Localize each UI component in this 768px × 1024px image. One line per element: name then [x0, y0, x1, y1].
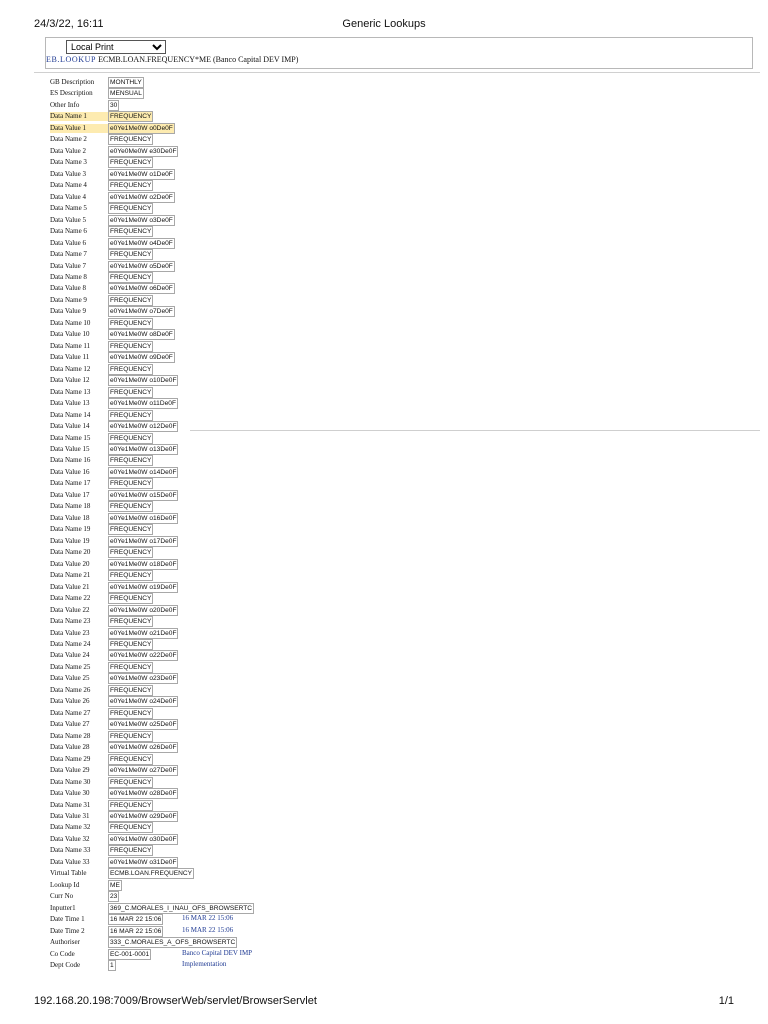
field-enrichment: 16 MAR 22 15:06 — [182, 925, 234, 934]
field-value: FREQUENCY — [110, 159, 152, 167]
field-value: e0Ye1Me0W o30De0F — [110, 835, 177, 843]
divider — [34, 72, 760, 73]
field-value: FREQUENCY — [110, 732, 152, 740]
field-label: Data Value 12 — [50, 376, 90, 385]
field-enrichment: Implementation — [182, 960, 227, 969]
field-label: Data Value 1 — [50, 124, 110, 133]
field-value: FREQUENCY — [110, 365, 152, 373]
field-value: e0Ye1Me0W o16De0F — [110, 514, 177, 522]
field-value: e0Ye1Me0W o22De0F — [110, 652, 177, 660]
field-label: Data Value 11 — [50, 353, 90, 362]
field-label: Dept Code — [50, 961, 81, 970]
field-value: e0Ye1Me0W o31De0F — [110, 858, 177, 866]
field-value: MONTHLY — [110, 79, 142, 86]
field-label: Data Name 13 — [50, 387, 91, 396]
divider — [190, 430, 760, 431]
field-label: Virtual Table — [50, 869, 87, 878]
field-label: Lookup Id — [50, 880, 80, 889]
field-label: Data Value 29 — [50, 766, 90, 775]
record-identifier — [46, 55, 298, 64]
field-label: Data Name 11 — [50, 341, 91, 350]
field-label: Data Value 33 — [50, 857, 90, 866]
field-value: e0Ye1Me0W o1De0F — [110, 170, 173, 178]
field-value: FREQUENCY — [110, 457, 152, 465]
field-label: Data Name 1 — [50, 112, 110, 121]
field-label: Data Value 5 — [50, 215, 87, 224]
field-label: Data Value 23 — [50, 628, 90, 637]
print-mode-select[interactable] — [66, 40, 166, 54]
field-label: Data Name 21 — [50, 571, 91, 580]
field-label: Data Value 14 — [50, 422, 90, 431]
field-label: ES Description — [50, 89, 93, 98]
field-label: Other Info — [50, 100, 80, 109]
field-value: e0Ye1Me0W o29De0F — [110, 813, 177, 820]
field-value: FREQUENCY — [110, 296, 152, 304]
field-label: Data Name 15 — [50, 433, 91, 442]
field-value: e0Ye1Me0W o12De0F — [110, 423, 177, 431]
lookup-application-link[interactable]: EB.LOOKUP — [46, 55, 97, 64]
field-label: Data Name 32 — [50, 823, 91, 832]
page-number: 1/1 — [718, 995, 734, 1007]
field-label: Data Name 25 — [50, 662, 91, 671]
field-value: FREQUENCY — [110, 480, 152, 488]
field-value: e0Ye1Me0W o28De0F — [110, 790, 177, 798]
field-label: Data Value 27 — [50, 720, 90, 729]
field-label: Data Name 16 — [50, 456, 91, 465]
field-label: Data Value 31 — [50, 812, 90, 820]
field-value: FREQUENCY — [110, 251, 152, 259]
field-label: Data Name 5 — [50, 204, 87, 213]
field-label: Data Name 26 — [50, 685, 91, 694]
field-value: FREQUENCY — [110, 572, 152, 580]
field-value: FREQUENCY — [110, 663, 152, 671]
field-label: Data Value 20 — [50, 559, 90, 568]
field-label: Data Name 31 — [50, 800, 91, 809]
field-label: Data Name 22 — [50, 594, 91, 603]
field-value: FREQUENCY — [110, 319, 152, 327]
field-value: ME — [110, 881, 120, 889]
field-value: 30 — [110, 101, 118, 109]
field-value: FREQUENCY — [110, 113, 152, 121]
field-label: Data Name 4 — [50, 181, 87, 190]
field-value: 16 MAR 22 15:06 — [110, 927, 162, 935]
field-value: FREQUENCY — [110, 709, 152, 717]
field-value: FREQUENCY — [110, 755, 152, 763]
field-value: FREQUENCY — [110, 778, 152, 786]
field-value: e0Ye1Me0W o0De0F — [110, 124, 173, 132]
field-label: Inputter1 — [50, 903, 76, 912]
field-value: FREQUENCY — [110, 549, 152, 557]
field-label: Data Name 30 — [50, 777, 91, 786]
field-label: Data Value 10 — [50, 330, 90, 339]
field-label: Authoriser — [50, 938, 80, 947]
page-url: 192.168.20.198:7009/BrowserWeb/servlet/BrowserServlet — [34, 995, 317, 1007]
field-label: Co Code — [50, 949, 75, 958]
field-value: e0Ye1Me0W o24De0F — [110, 698, 177, 706]
field-value: e0Ye1Me0W o25De0F — [110, 721, 177, 729]
company-name: (Banco Capital DEV IMP) — [212, 55, 299, 64]
field-value: FREQUENCY — [110, 273, 152, 281]
field-label: GB Description — [50, 78, 95, 86]
field-label: Data Name 2 — [50, 135, 87, 144]
field-label: Data Name 24 — [50, 639, 91, 648]
field-value: e0Ye1Me0W o8De0F — [110, 331, 173, 339]
field-label: Data Value 13 — [50, 399, 90, 408]
field-label: Data Name 9 — [50, 295, 87, 304]
field-label: Data Name 8 — [50, 272, 87, 281]
field-value: FREQUENCY — [110, 205, 152, 213]
field-value: e0Ye1Me0W o4De0F — [110, 239, 173, 247]
field-label: Data Value 26 — [50, 697, 90, 706]
field-value: 369_C.MORALES_I_INAU_OFS_BROWSERTC — [110, 904, 253, 912]
lookup-toolbar — [45, 37, 753, 69]
field-label: Data Name 28 — [50, 731, 91, 740]
field-value: FREQUENCY — [110, 503, 152, 511]
field-value: FREQUENCY — [110, 595, 152, 603]
field-value: FREQUENCY — [110, 342, 152, 350]
field-value: FREQUENCY — [110, 434, 152, 442]
field-label: Data Name 33 — [50, 846, 91, 855]
field-value: e0Ye1Me0W o26De0F — [110, 744, 177, 752]
field-label: Data Value 4 — [50, 192, 87, 201]
field-value: FREQUENCY — [110, 228, 152, 236]
field-value: EC-001-0001 — [110, 950, 150, 958]
field-value: e0Ye1Me0W o3De0F — [110, 216, 173, 224]
field-value: FREQUENCY — [110, 388, 152, 396]
field-label: Data Name 19 — [50, 525, 91, 534]
print-header — [0, 18, 768, 32]
field-label: Data Name 20 — [50, 548, 91, 557]
field-label: Date Time 1 — [50, 915, 85, 924]
field-label: Data Name 14 — [50, 410, 91, 419]
field-value: e0Ye0Me0W e30De0F — [110, 147, 177, 155]
field-label: Data Value 8 — [50, 284, 87, 293]
field-value: 333_C.MORALES_A_OFS_BROWSERTC — [110, 939, 236, 947]
field-label: Data Value 2 — [50, 146, 87, 155]
field-value: FREQUENCY — [110, 411, 152, 419]
field-value: FREQUENCY — [110, 618, 152, 626]
field-value: e0Ye1Me0W o21De0F — [110, 629, 177, 637]
field-value: e0Ye1Me0W o5De0F — [110, 262, 173, 270]
field-label: Data Name 3 — [50, 158, 87, 167]
field-label: Data Name 23 — [50, 617, 91, 626]
field-label: Data Value 21 — [50, 582, 90, 591]
field-value: e0Ye1Me0W o17De0F — [110, 537, 177, 545]
field-label: Data Value 28 — [50, 743, 90, 752]
field-label: Data Name 7 — [50, 250, 87, 259]
field-value: FREQUENCY — [110, 640, 152, 648]
field-label: Data Value 32 — [50, 834, 90, 843]
page-title: Generic Lookups — [342, 18, 426, 30]
field-value: FREQUENCY — [110, 824, 152, 832]
field-value: FREQUENCY — [110, 847, 152, 855]
field-label: Data Name 6 — [50, 227, 87, 236]
field-value: e0Ye1Me0W o9De0F — [110, 354, 173, 362]
field-value: FREQUENCY — [110, 526, 152, 534]
field-label: Data Name 12 — [50, 364, 91, 373]
field-value: 1 — [110, 962, 114, 970]
field-value: e0Ye1Me0W o20De0F — [110, 606, 177, 614]
field-value: e0Ye1Me0W o13De0F — [110, 446, 177, 453]
field-label: Data Value 19 — [50, 536, 90, 545]
field-value: e0Ye1Me0W o2De0F — [110, 193, 173, 201]
field-value: e0Ye1Me0W o23De0F — [110, 675, 177, 683]
field-label: Data Value 3 — [50, 169, 87, 178]
field-enrichment: Banco Capital DEV IMP — [182, 948, 253, 957]
field-label: Data Value 30 — [50, 789, 90, 798]
field-value: 16 MAR 22 15:06 — [110, 916, 162, 924]
field-label: Data Value 17 — [50, 490, 90, 499]
field-value: MENSUAL — [110, 90, 142, 98]
field-value: e0Ye1Me0W o14De0F — [110, 468, 177, 476]
field-label: Data Name 10 — [50, 318, 91, 327]
field-value: FREQUENCY — [110, 136, 152, 144]
field-value: e0Ye1Me0W o18De0F — [110, 560, 177, 568]
field-enrichment: 16 MAR 22 15:06 — [182, 914, 234, 923]
field-label: Data Name 18 — [50, 502, 91, 511]
field-label: Data Value 7 — [50, 261, 87, 270]
field-label: Data Name 17 — [50, 479, 91, 488]
field-label: Data Value 6 — [50, 238, 87, 247]
field-value: FREQUENCY — [110, 686, 152, 694]
field-label: Date Time 2 — [50, 926, 85, 935]
field-value: 23 — [110, 893, 118, 901]
field-value: e0Ye1Me0W o19De0F — [110, 583, 177, 591]
field-value: e0Ye1Me0W o11De0F — [110, 400, 176, 408]
field-label: Data Value 18 — [50, 513, 90, 522]
field-label: Data Value 16 — [50, 467, 90, 476]
field-value: FREQUENCY — [110, 182, 152, 190]
field-label: Curr No — [50, 892, 74, 901]
field-label: Data Name 27 — [50, 708, 91, 717]
field-label: Data Name 29 — [50, 754, 91, 763]
field-value: e0Ye1Me0W o10De0F — [110, 377, 177, 385]
print-datetime: 24/3/22, 16:11 — [34, 18, 104, 30]
field-label: Data Value 15 — [50, 445, 90, 453]
field-value: FREQUENCY — [110, 801, 152, 809]
field-label: Data Value 9 — [50, 307, 87, 316]
field-value: e0Ye1Me0W o15De0F — [110, 491, 177, 499]
field-label: Data Value 24 — [50, 651, 90, 660]
field-value: e0Ye1Me0W o6De0F — [110, 285, 173, 293]
field-label: Data Value 22 — [50, 605, 90, 614]
field-value: ECMB.LOAN.FREQUENCY — [110, 870, 193, 878]
field-value: e0Ye1Me0W o27De0F — [110, 767, 177, 775]
field-value: e0Ye1Me0W o7De0F — [110, 308, 173, 316]
record-id: ECMB.LOAN.FREQUENCY*ME — [98, 55, 211, 64]
field-label: Data Value 25 — [50, 674, 90, 683]
